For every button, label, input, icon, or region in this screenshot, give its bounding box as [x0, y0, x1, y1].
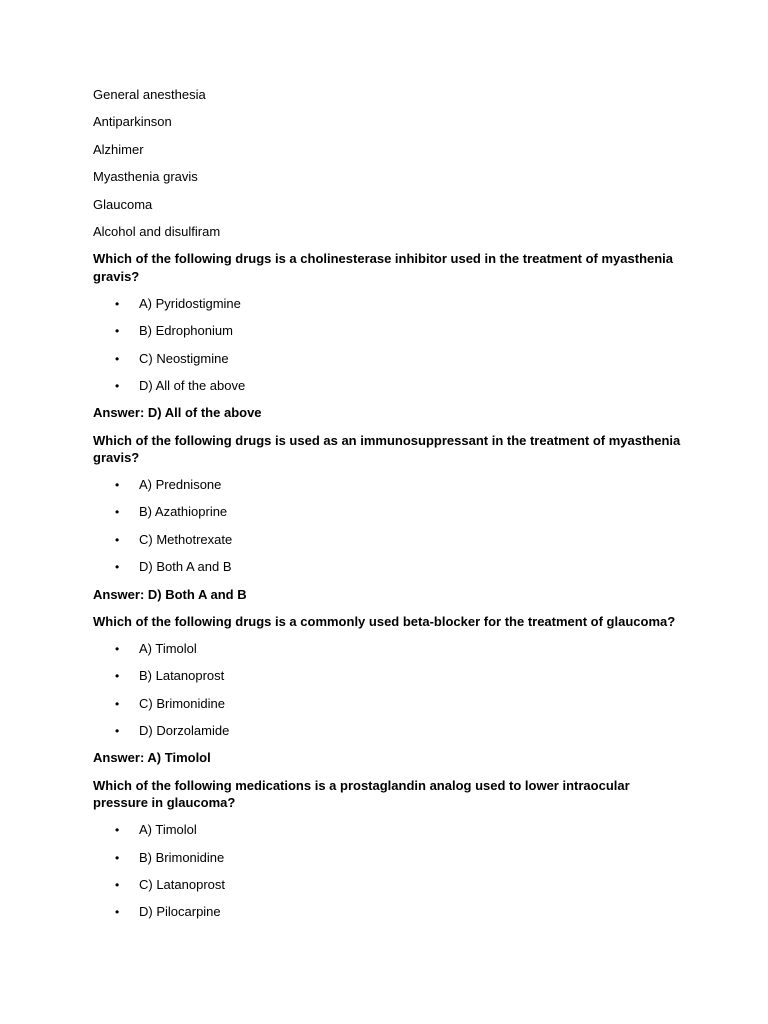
option-list [93, 821, 683, 921]
option-list [93, 295, 683, 395]
bullet-icon: • [115, 560, 120, 575]
bullet-icon: • [115, 823, 120, 838]
document-page [93, 86, 683, 931]
option-label: B) Edrophonium [139, 323, 233, 339]
topic-line: Myasthenia gravis [93, 169, 198, 185]
bullet-icon: • [115, 478, 120, 493]
option-item [93, 876, 683, 894]
bullet-icon: • [115, 724, 120, 739]
option-label: A) Timolol [139, 640, 197, 656]
bullet-icon: • [115, 532, 120, 547]
option-item [93, 322, 683, 340]
bullet-icon: • [115, 669, 120, 684]
question-text: Which of the following drugs is used as an immunosuppressant in the treatment of myasthenia gravis? [93, 432, 681, 466]
option-item [93, 640, 683, 658]
topic-line: Alzhimer [93, 141, 144, 157]
answer-text: Answer: D) Both A and B [93, 586, 247, 602]
option-item [93, 821, 683, 839]
option-label: D) Both A and B [139, 559, 232, 575]
option-label: B) Latanoprost [139, 668, 225, 684]
option-label: D) All of the above [139, 377, 246, 393]
answer-text: Answer: A) Timolol [93, 750, 211, 766]
bullet-icon: • [115, 641, 120, 656]
option-item [93, 350, 683, 368]
option-label: B) Brimonidine [139, 849, 225, 865]
option-item [93, 558, 683, 576]
option-item [93, 503, 683, 521]
bullet-icon: • [115, 696, 120, 711]
bullet-icon: • [115, 905, 120, 920]
option-item [93, 377, 683, 395]
option-item [93, 667, 683, 685]
option-label: B) Azathioprine [139, 504, 228, 520]
topic-line: Antiparkinson [93, 114, 172, 130]
bullet-icon: • [115, 296, 120, 311]
bullet-icon: • [115, 850, 120, 865]
bullet-icon: • [115, 324, 120, 339]
option-list [93, 640, 683, 740]
option-item [93, 476, 683, 494]
bullet-icon: • [115, 878, 120, 893]
option-label: C) Brimonidine [139, 695, 225, 711]
option-item [93, 531, 683, 549]
topic-line: Alcohol and disulfiram [93, 223, 221, 239]
option-label: A) Pyridostigmine [139, 295, 241, 311]
option-label: C) Methotrexate [139, 531, 233, 547]
option-label: C) Neostigmine [139, 350, 229, 366]
bullet-icon: • [115, 351, 120, 366]
option-label: A) Prednisone [139, 477, 222, 493]
option-list [93, 476, 683, 576]
question-text: Which of the following drugs is a cholinesterase inhibitor used in the treatment of myasthenia gravis? [93, 251, 674, 284]
option-label: C) Latanoprost [139, 877, 225, 893]
option-item [93, 903, 683, 921]
bullet-icon: • [115, 378, 120, 393]
option-label: D) Pilocarpine [139, 904, 221, 920]
question-text: Which of the following medications is a prostaglandin analog used to lower intraocular pressure in glaucoma? [93, 777, 630, 811]
bullet-icon: • [115, 505, 120, 520]
topic-line: Glaucoma [93, 196, 153, 212]
topic-line: General anesthesia [93, 87, 206, 102]
option-item [93, 722, 683, 740]
answer-text: Answer: D) All of the above [93, 405, 262, 421]
option-label: D) Dorzolamide [139, 723, 230, 739]
option-label: A) Timolol [139, 822, 197, 838]
option-item [93, 849, 683, 867]
option-item [93, 295, 683, 313]
question-text: Which of the following drugs is a commonly used beta-blocker for the treatment of glaucoma? [93, 614, 676, 630]
option-item [93, 695, 683, 713]
